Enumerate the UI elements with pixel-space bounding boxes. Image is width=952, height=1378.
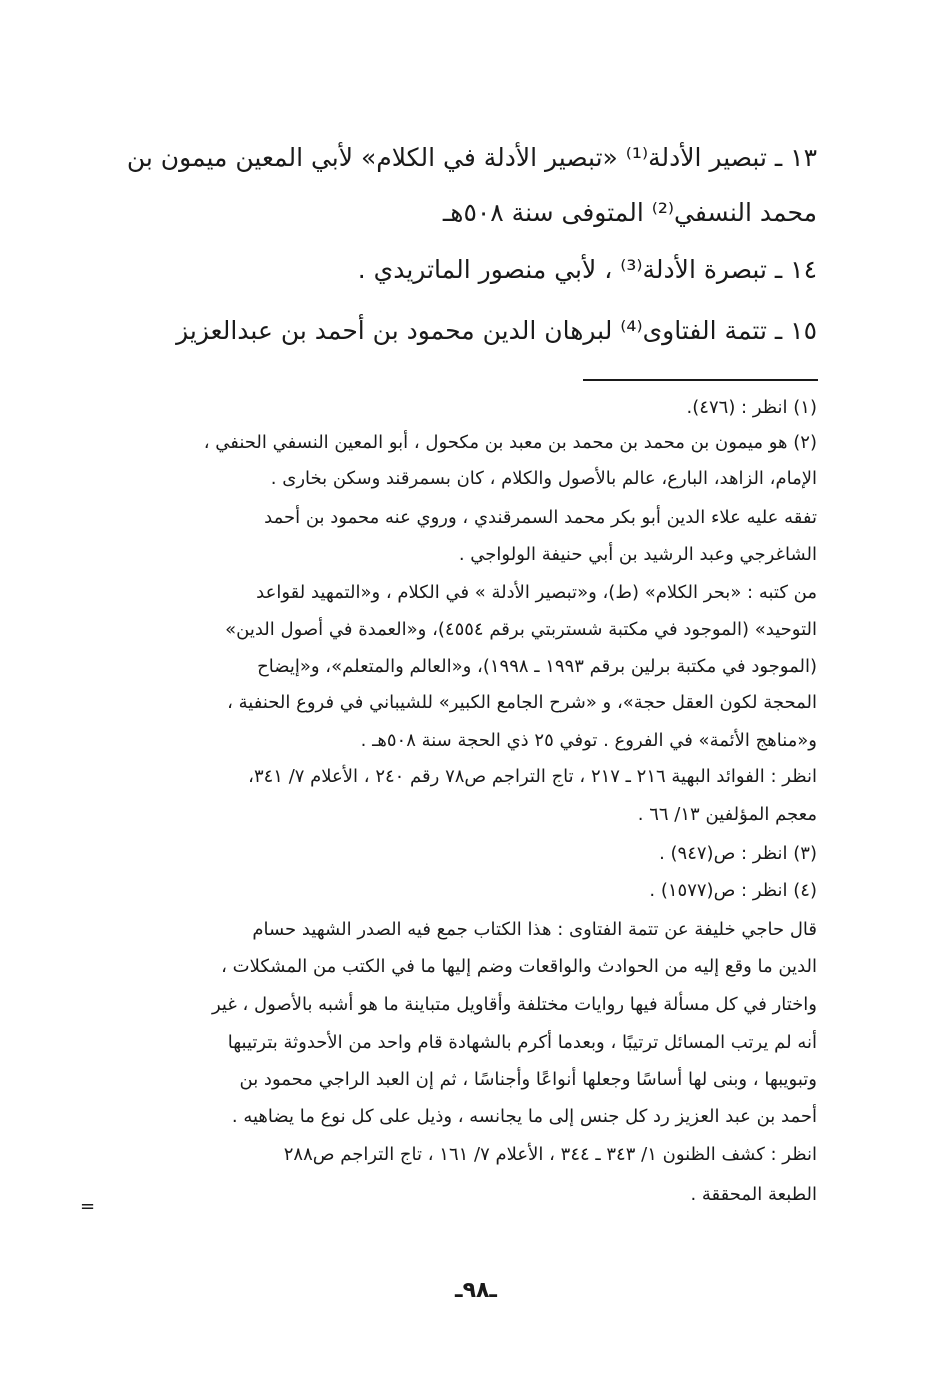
footnote-line: أنه لم يرتب المسائل ترتيبًا ، وبعدما أكرم بالشهادة قام واحد من الأحدوثة بترتيبها [227, 1032, 817, 1053]
footnote-line: انظر : الفوائد البهية ٢١٦ ـ ٢١٧ ، تاج التراجم ص٧٨ رقم ٢٤٠ ، الأعلام ٧/ ٣٤١، [248, 766, 817, 787]
footnote-line: معجم المؤلفين ١٣/ ٦٦ . [637, 804, 817, 825]
footnote-line: وتبويبها ، وبنى لها أساسًا وجعلها أنواعًا وأجناسًا ، ثم إن العبد الراجي محمود بن [239, 1069, 817, 1090]
footnote-line: (الموجود في مكتبة برلين برقم ١٩٩٣ ـ ١٩٩٨)، و«العالم والمتعلم»، و«إيضاح [257, 656, 817, 677]
entry-line: ١٥ ـ تتمة الفتاوى⁽⁴⁾ لبرهان الدين محمود بن أحمد بن عبدالعزيز [176, 316, 817, 345]
footnote-line: تفقه عليه علاء الدين أبو بكر محمد السمرقندي ، وروي عنه محمود بن أحمد [264, 507, 817, 528]
footnote-line: (٣) انظر : ص(٩٤٧) . [659, 843, 817, 864]
page-number: ـ٩٨ـ [455, 1278, 497, 1303]
footnote-divider [583, 379, 818, 381]
footnote-line: (٤) انظر : ص(١٥٧٧) . [649, 880, 817, 901]
footnote-line: (٢) هو ميمون بن محمد بن محمد بن معبد بن مكحول ، أبو المعين النسفي الحنفي ، [203, 432, 817, 453]
footnote-line: أحمد بن عبد العزيز رد كل جنس إلى ما يجانسه ، وذيل على كل نوع ما يضاهيه . [231, 1106, 817, 1127]
footnote-line: (١) انظر : (٤٧٦). [686, 397, 817, 418]
footnote-line: من كتبه : «بحر الكلام» (ط)، و«تبصير الأدلة » في الكلام ، و«التمهيد لقواعد [256, 582, 817, 603]
footnote-line: الدين ما وقع إليه من الحوادث والواقعات وضم إليها ما في الكتب من المشكلات ، [221, 956, 817, 977]
entry-line: ١٤ ـ تبصرة الأدلة⁽³⁾ ، لأبي منصور الماتريدي . [357, 255, 817, 284]
footnote-line: انظر : كشف الظنون ١/ ٣٤٣ ـ ٣٤٤ ، الأعلام ٧/ ١٦١ ، تاج التراجم ص٢٨٨ [283, 1144, 817, 1165]
footnote-line: الطبعة المحققة . [690, 1184, 817, 1205]
footnote-line: الإمام، الزاهد، البارع، عالم بالأصول والكلام ، كان بسمرقند وسكن بخارى . [270, 468, 817, 489]
footnote-line: المحجة لكون العقل حجة»، و «شرح الجامع الكبير» للشيباني في فروع الحنفية ، [227, 692, 817, 713]
entry-line: ١٣ ـ تبصير الأدلة⁽¹⁾ «تبصير الأدلة في الكلام» لأبي المعين ميمون بن [126, 143, 817, 172]
footnote-line: التوحيد» (الموجود في مكتبة شستربتي برقم ٤٥٥٤)، و«العمدة في أصول الدين» [225, 619, 817, 640]
footnote-line: و«مناهج الأئمة» في الفروع . توفي ٢٥ ذي الحجة سنة ٥٠٨هـ . [360, 730, 817, 751]
margin-mark: = [80, 1196, 96, 1217]
footnote-line: الشاغرجي وعبد الرشيد بن أبي حنيفة الولواجي . [458, 544, 817, 565]
footnote-line: واختار في كل مسألة فيها روايات مختلفة وأقاويل متباينة ما هو أشبه بالأصول ، غير [212, 994, 817, 1015]
footnote-line: قال حاجي خليفة عن تتمة الفتاوى : هذا الكتاب جمع فيه الصدر الشهيد حسام [252, 919, 817, 940]
entry-line: محمد النسفي⁽²⁾ المتوفى سنة ٥٠٨هـ [442, 198, 817, 227]
